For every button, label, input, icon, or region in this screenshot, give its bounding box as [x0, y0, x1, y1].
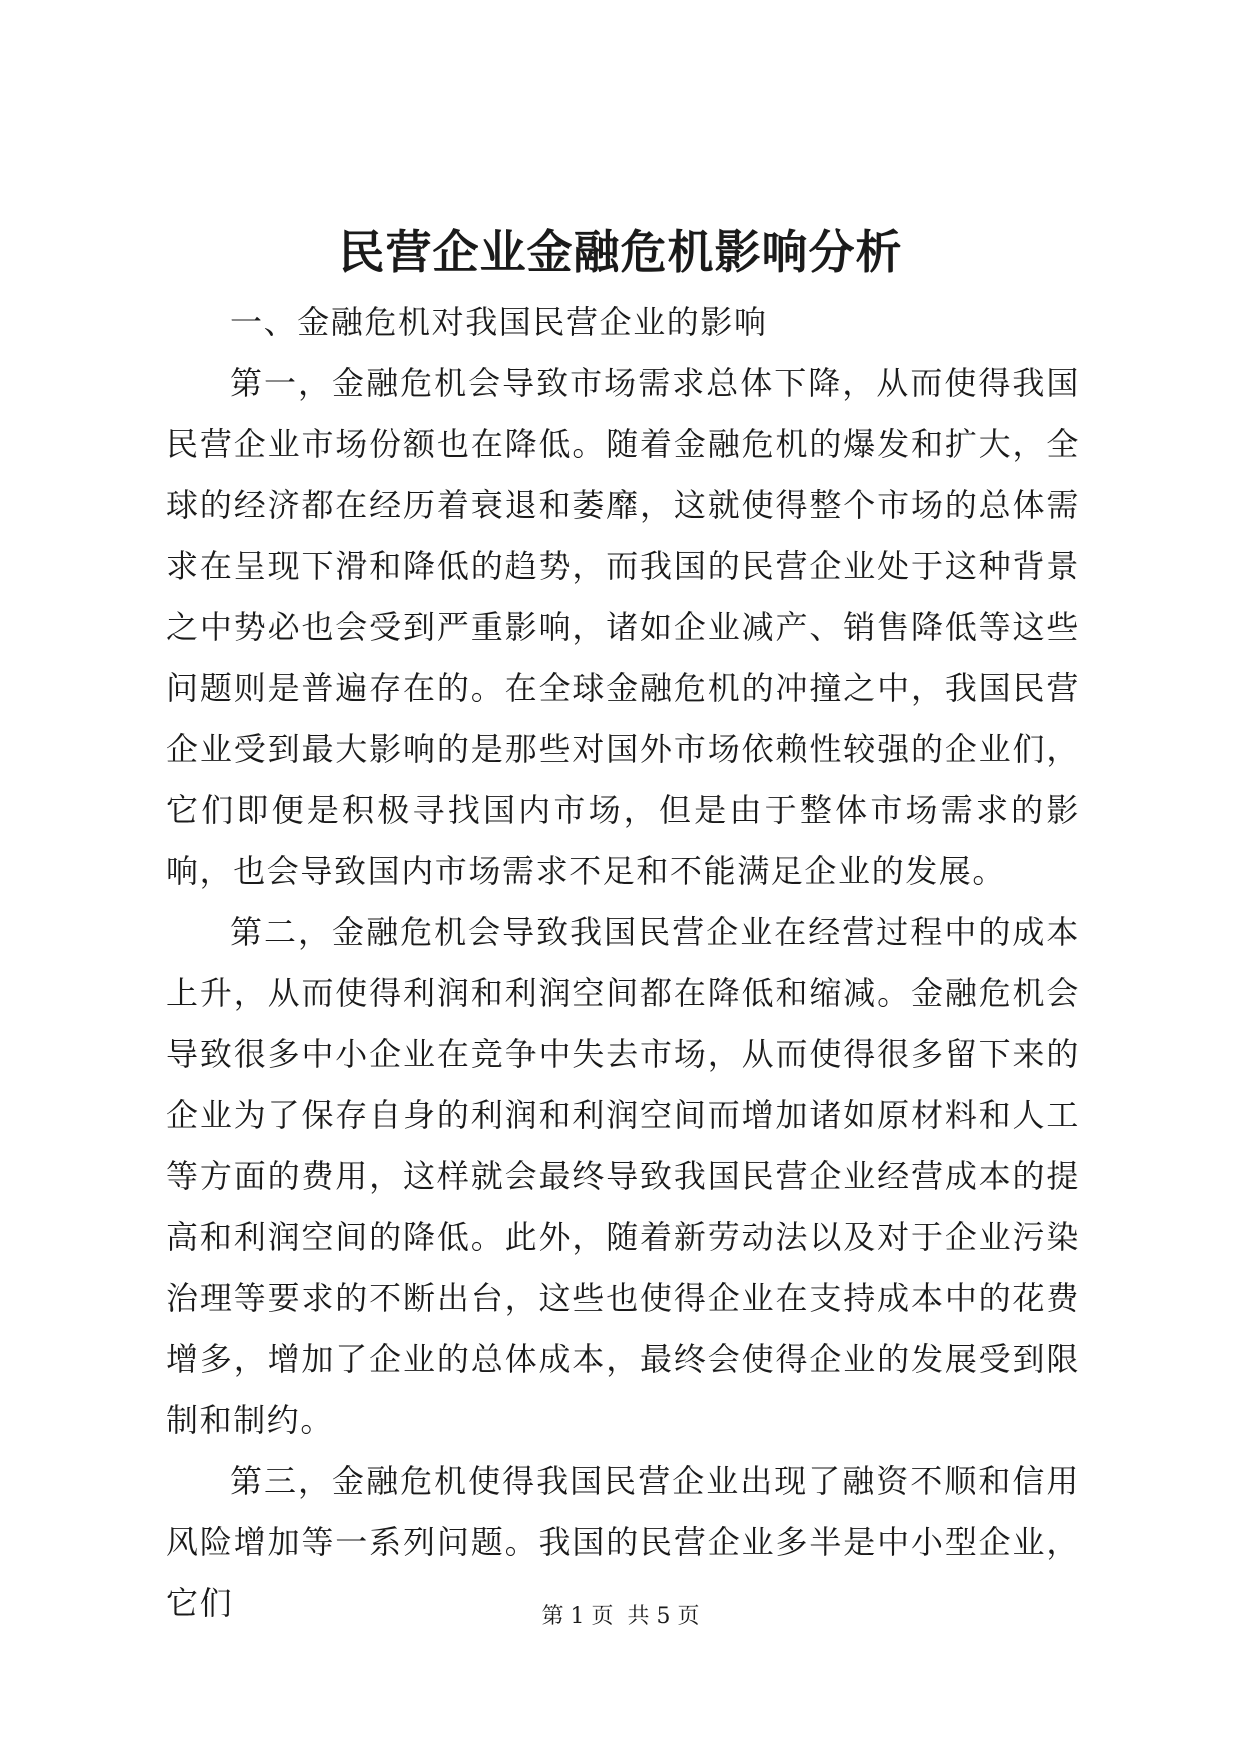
document-title: 民营企业金融危机影响分析	[338, 225, 903, 279]
paragraph-2: 第二，金融危机会导致我国民营企业在经营过程中的成本上升，从而使得利润和利润空间都在降低和缩减。金融危机会导致很多中小企业在竞争中失去市场，从而使得很多留下来的企业为了保存自身的利润和利润空间而增加诸如原材料和人工等方面的费用，这样就会最终导致我国民营企业经营成本的提高和利润空间的降低。此外，随着新劳动法以及对于企业污染治理等要求的不断出台，这些也使得企业在支持成本中的花费增多，增加了企业的总体成本，最终会使得企业的发展受到限制和制约。	[166, 913, 1080, 1439]
document-body	[166, 292, 1080, 1634]
paragraph-1: 第一，金融危机会导致市场需求总体下降，从而使得我国民营企业市场份额也在降低。随着金融危机的爆发和扩大，全球的经济都在经历着衰退和萎靡，这就使得整个市场的总体需求在呈现下滑和降低的趋势，而我国的民营企业处于这种背景之中势必也会受到严重影响，诸如企业减产、销售降低等这些问题则是普遍存在的。在全球金融危机的冲撞之中，我国民营企业受到最大影响的是那些对国外市场依赖性较强的企业们，它们即便是积极寻找国内市场，但是由于整体市场需求的影响，也会导致国内市场需求不足和不能满足企业的发展。	[166, 364, 1080, 890]
page-number: 第 1 页	[541, 1604, 614, 1629]
paragraph-3: 第三，金融危机使得我国民营企业出现了融资不顺和信用风险增加等一系列问题。我国的民营企业多半是中小型企业，它们	[166, 1462, 1080, 1622]
page-footer	[0, 1602, 1241, 1632]
section-heading: 一、金融危机对我国民营企业的影响	[230, 303, 768, 341]
page-total: 共 5 页	[627, 1604, 700, 1629]
